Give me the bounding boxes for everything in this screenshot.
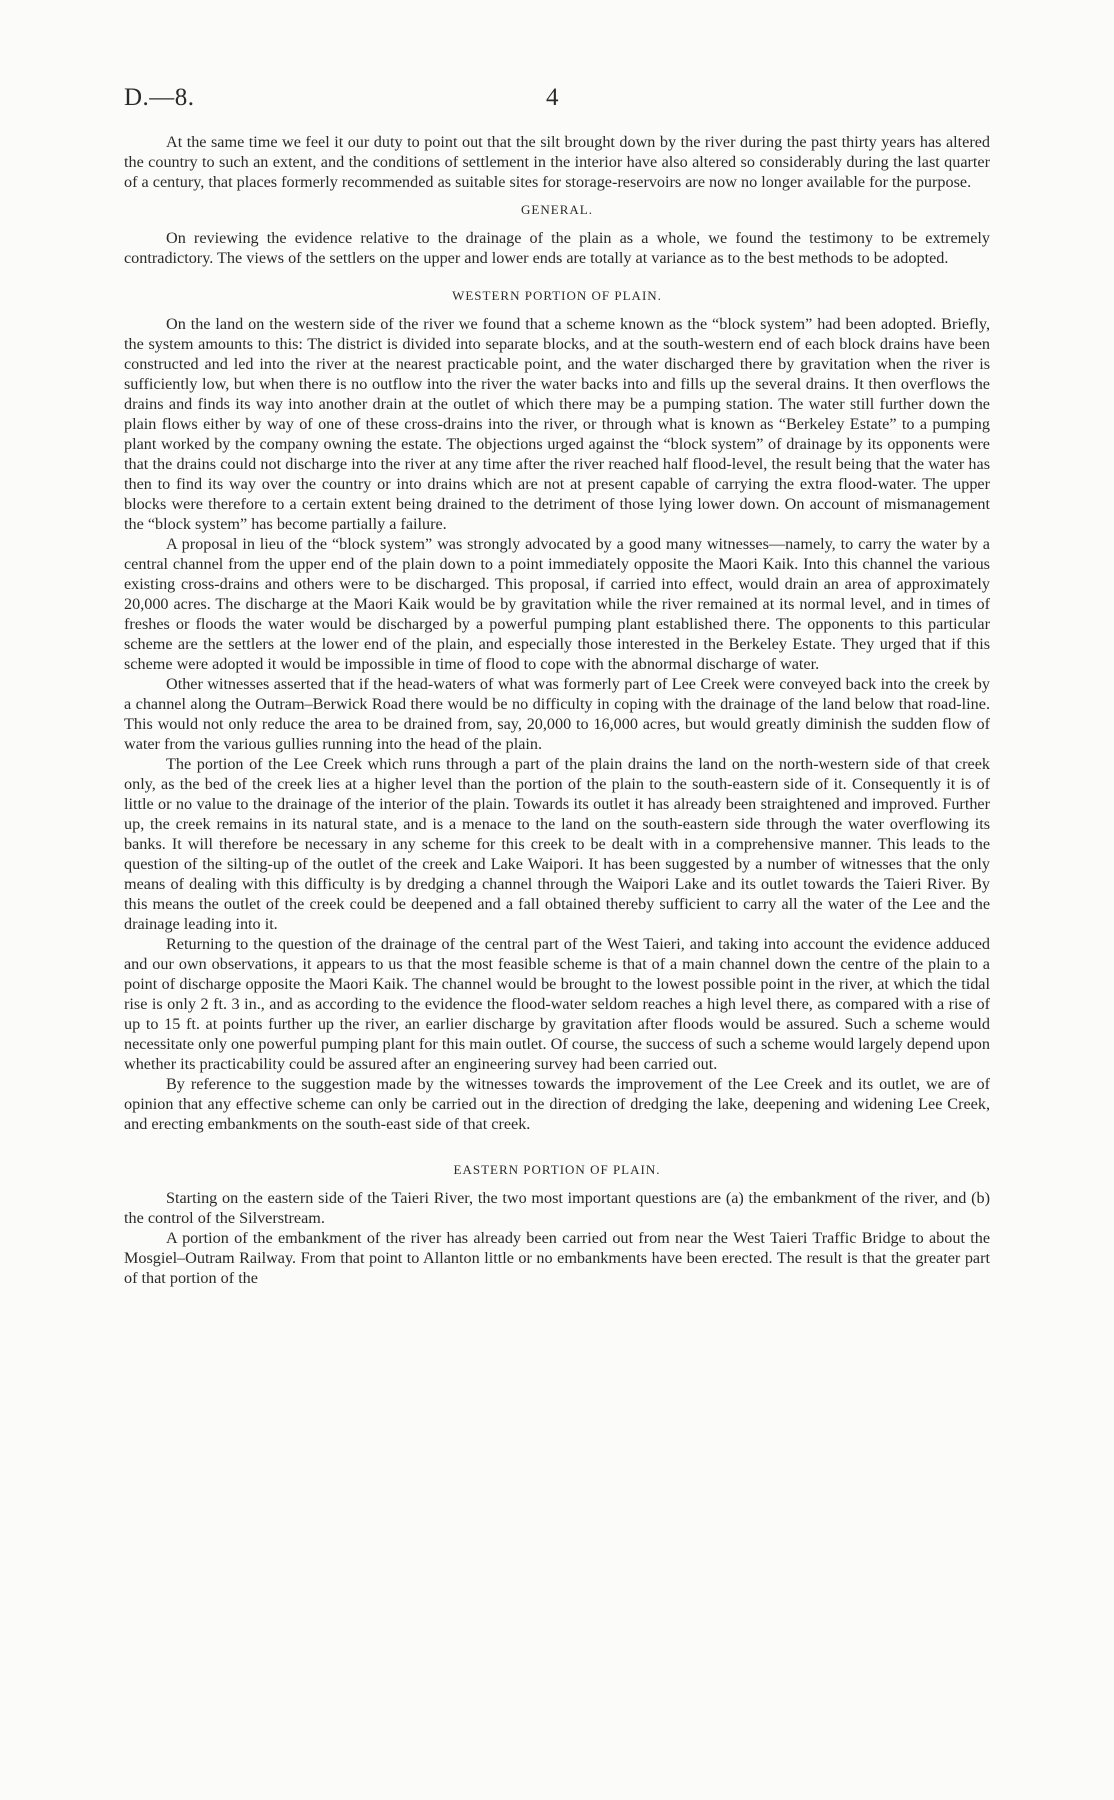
- eastern-paragraph-2: A portion of the embankment of the river has already been carried out from near the West Taieri Traffic Bridge to about the Mosgiel–Outram Railway. From that point to Allanton little or no embankments have been erected. The result is that the greater part of that portion of the: [124, 1229, 990, 1287]
- eastern-paragraph-1: Starting on the eastern side of the Taieri River, the two most important questions are (a) the embankment of the river, and (b) the control of the Silverstream.: [124, 1189, 990, 1227]
- section-heading-general: GENERAL.: [521, 202, 593, 217]
- document-page: [124, 84, 990, 1288]
- western-paragraph-5: Returning to the question of the drainage of the central part of the West Taieri, and taking into account the evidence adduced and our own observations, it appears to us that the most feasible scheme is that of a main channel down the centre of the plain to a point of discharge opposite the Maori Kaik. The channel would be brought to the lowest possible point in the river, at which the tidal rise is only 2 ft. 3 in., and as according to the evidence the flood-water seldom reaches a high level there, as compared with a rise of up to 15 ft. at points further up the river, an earlier discharge by gravitation after floods would be assured. Such a scheme would necessitate only one powerful pumping plant for this main outlet. Of course, the success of such a scheme would largely depend upon whether its practicability could be assured after an engineering survey had been carried out.: [124, 935, 990, 1073]
- western-paragraph-2: A proposal in lieu of the “block system” was strongly advocated by a good many witnesses—namely, to carry the water by a central channel from the upper end of the plain down to a point immediately opposite the Maori Kaik. Into this channel the various existing cross-drains and others were to be discharged. This proposal, if carried into effect, would drain an area of approximately 20,000 acres. The discharge at the Maori Kaik would be by gravitation while the river remained at its normal level, and in times of freshes or floods the water would be discharged by a powerful pumping plant established there. The opponents to this particular scheme are the settlers at the lower end of the plain, and especially those interested in the Berkeley Estate. They urged that if this scheme were adopted it would be impossible in time of flood to cope with the abnormal discharge of water.: [124, 535, 990, 673]
- section-heading-western: WESTERN PORTION OF PLAIN.: [452, 288, 662, 303]
- western-paragraph-1: On the land on the western side of the river we found that a scheme known as the “block system” had been adopted. Briefly, the system amounts to this: The district is divided into separate blocks, and at the south-western end of each block drains have been constructed and led into the river at the nearest practicable point, and the water discharged there by gravitation when the river is sufficiently low, but when there is no outflow into the river the water backs into and fills up the several drains. It then overflows the drains and finds its way into another drain at the outlet of which there may be a pumping station. The water still further down the plain flows either by way of one of these cross-drains into the river, or through what is known as “Berkeley Estate” to a pumping plant worked by the company owning the estate. The objections urged against the “block system” of drainage by its opponents were that the drains could not discharge into the river at any time after the river reached half flood-level, the result being that the water has then to find its way over the country or into drains which are not at present capable of carrying the extra flood-water. The upper blocks were therefore to a certain extent being drained to the detriment of those lying lower down. On account of mismanagement the “block system” has become partially a failure.: [124, 315, 990, 533]
- page-header: [124, 84, 990, 132]
- section-heading-eastern: EASTERN PORTION OF PLAIN.: [453, 1162, 661, 1177]
- western-paragraph-4: The portion of the Lee Creek which runs through a part of the plain drains the land on the north-western side of that creek only, as the bed of the creek lies at a higher level than the portion of the plain to the south-eastern side of it. Consequently it is of little or no value to the drainage of the interior of the plain. Towards its outlet it has already been straightened and improved. Further up, the creek remains in its natural state, and is a menace to the land on the south-eastern side through the water overflowing its banks. It will therefore be necessary in any scheme for this creek to be dealt with in a comprehensive manner. This leads to the question of the silting-up of the outlet of the creek and Lake Waipori. It has been suggested by a number of witnesses that the only means of dealing with this difficulty is by dredging a channel through the Waipori Lake and its outlet towards the Taieri River. By this means the outlet of the creek could be deepened and a fall obtained thereby sufficient to carry all the water of the Lee and the drainage leading into it.: [124, 755, 990, 933]
- document-reference: D.—8.: [124, 84, 195, 111]
- intro-paragraph: At the same time we feel it our duty to point out that the silt brought down by the river during the past thirty years has altered the country to such an extent, and the conditions of settlement in the interior have also altered so considerably during the last quarter of a century, that places formerly recommended as suitable sites for storage-reservoirs are now no longer available for the purpose.: [124, 133, 990, 191]
- general-paragraph: On reviewing the evidence relative to the drainage of the plain as a whole, we found the testimony to be extremely contradictory. The views of the settlers on the upper and lower ends are totally at variance as to the best methods to be adopted.: [124, 229, 990, 267]
- western-paragraph-3: Other witnesses asserted that if the head-waters of what was formerly part of Lee Creek were conveyed back into the creek by a channel along the Outram–Berwick Road there would be no difficulty in coping with the drainage of the land below that road-line. This would not only reduce the area to be drained from, say, 20,000 to 16,000 acres, but would greatly diminish the sudden flow of water from the various gullies running into the head of the plain.: [124, 675, 990, 753]
- western-paragraph-6: By reference to the suggestion made by the witnesses towards the improvement of the Lee Creek and its outlet, we are of opinion that any effective scheme can only be carried out in the direction of dredging the lake, deepening and widening Lee Creek, and erecting embankments on the south-east side of that creek.: [124, 1075, 990, 1133]
- page-number: 4: [546, 84, 559, 111]
